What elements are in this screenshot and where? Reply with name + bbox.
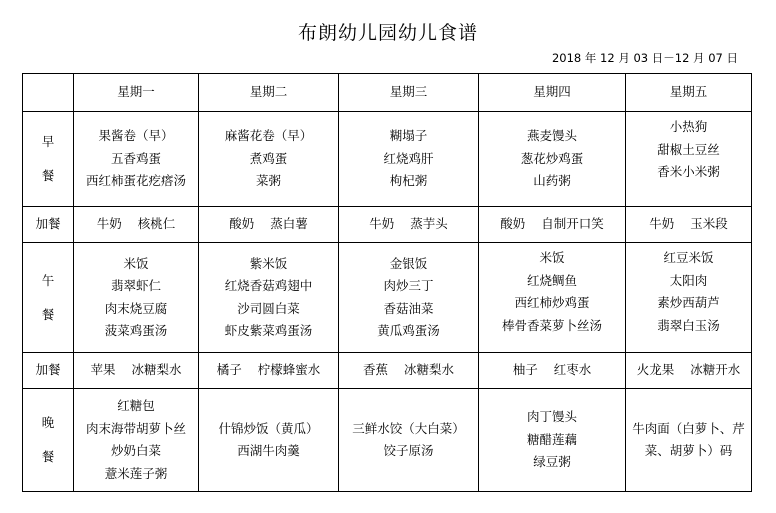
- dish: 三鲜水饺（大白菜）: [352, 420, 465, 436]
- menu-cell: [199, 353, 339, 389]
- menu-cell: [626, 207, 752, 243]
- dish: 葱花炒鸡蛋: [520, 150, 584, 166]
- dish: 火龙果: [636, 362, 675, 378]
- dish: 紫米饭: [249, 255, 288, 271]
- dish: 柚子: [512, 362, 538, 378]
- dish: 麻酱花卷（早）: [224, 128, 313, 144]
- menu-table: [22, 73, 752, 492]
- dish: 牛奶: [96, 216, 122, 232]
- dish: 棒骨香菜萝卜丝汤: [501, 317, 602, 333]
- dish: 酸奶: [500, 216, 526, 232]
- menu-cell: [626, 243, 752, 353]
- dish: 冰糖梨水: [404, 362, 455, 378]
- lunch-row: [23, 243, 752, 353]
- dish: 西红柿蛋花疙瘩汤: [85, 173, 186, 189]
- dish: 虾皮紫菜鸡蛋汤: [224, 323, 313, 338]
- menu-cell: [199, 207, 339, 243]
- menu-cell: [479, 112, 626, 207]
- dish: 肉末烧豆腐: [104, 300, 168, 316]
- menu-cell: [74, 243, 199, 353]
- dish: 香菇油菜: [383, 300, 434, 316]
- menu-cell: [199, 389, 339, 492]
- menu-cell: [199, 112, 339, 207]
- dish: 黄瓜鸡蛋汤: [377, 323, 440, 338]
- dish: 冰糖梨水: [131, 362, 182, 378]
- dish: 糊塌子: [389, 128, 428, 144]
- corner-cell: [23, 74, 74, 112]
- dish: 西红柿炒鸡蛋: [514, 295, 590, 310]
- dish: 蒸白薯: [270, 216, 308, 232]
- dish: 酸奶: [229, 216, 255, 232]
- dish: 肉炒三丁: [383, 278, 434, 293]
- dish: 红烧香菇鸡翅中: [224, 278, 313, 293]
- dish: 什锦炒饭（黄瓜）: [218, 420, 319, 436]
- day-header: 星期五: [626, 74, 752, 112]
- menu-cell: [339, 243, 479, 353]
- dinner-row: [23, 389, 752, 492]
- menu-cell: [479, 243, 626, 353]
- dish: 米饭: [123, 255, 149, 271]
- row-label-char: 餐: [41, 449, 55, 464]
- dish: 红枣水: [553, 362, 592, 378]
- dish: 菜粥: [255, 173, 281, 189]
- dish: 甜椒土豆丝: [657, 141, 720, 157]
- dish: 薏米莲子粥: [104, 465, 168, 481]
- row-label-char: 餐: [41, 168, 55, 183]
- dish: 燕麦馒头: [526, 128, 577, 144]
- menu-cell: [626, 112, 752, 207]
- dish: 玉米段: [690, 216, 728, 232]
- dish: 苹果: [90, 362, 116, 378]
- dish: 饺子原汤: [383, 443, 434, 458]
- row-label-char: 晚: [41, 415, 55, 430]
- dish: 糖醋莲藕: [526, 431, 577, 447]
- header-row: [23, 74, 752, 112]
- row-label-char: 午: [41, 272, 55, 288]
- dish: 菠菜鸡蛋汤: [104, 323, 168, 338]
- dish: 冰糖开水: [690, 362, 741, 378]
- dish: 肉丁馒头: [526, 409, 577, 425]
- dish: 牛奶: [369, 216, 395, 232]
- dish: 翡翠虾仁: [110, 278, 161, 293]
- row-label-snack: 加餐: [23, 207, 74, 243]
- menu-cell: [74, 207, 199, 243]
- menu-cell: [74, 112, 199, 207]
- menu-cell: [74, 389, 199, 492]
- row-label-dinner: [23, 389, 74, 492]
- dish: 柠檬蜂蜜水: [257, 362, 321, 378]
- dish: 核桃仁: [137, 216, 176, 232]
- dish: 红豆米饭: [663, 250, 714, 265]
- menu-cell: [199, 243, 339, 353]
- dish: 肉末海带胡萝卜丝: [85, 420, 186, 436]
- dish: 小热狗: [669, 119, 708, 134]
- dish: 枸杞粥: [389, 173, 428, 189]
- dish: 牛奶: [649, 216, 675, 232]
- dish: 香蕉: [362, 362, 388, 378]
- dish: 蒸芋头: [410, 216, 448, 232]
- row-label-snack: 加餐: [23, 353, 74, 389]
- dish: 橘子: [216, 362, 242, 378]
- menu-cell: [74, 353, 199, 389]
- menu-cell: [626, 353, 752, 389]
- menu-cell: [479, 207, 626, 243]
- breakfast-row: [23, 112, 752, 207]
- dish: 香米小米粥: [657, 164, 720, 179]
- day-header: 星期四: [479, 74, 626, 112]
- dish: 山药粥: [533, 173, 571, 189]
- menu-cell: [479, 389, 626, 492]
- dish: 翡翠白玉汤: [657, 317, 720, 333]
- dish: 西湖牛肉羹: [237, 443, 300, 458]
- dish: 金银饭: [389, 255, 428, 271]
- row-label-breakfast: [23, 112, 74, 207]
- menu-cell: [339, 207, 479, 243]
- day-header: 星期二: [199, 74, 339, 112]
- dish: 红糖包: [117, 398, 155, 413]
- dish: 牛肉面（白萝卜、芹菜、胡萝卜）码: [632, 421, 745, 458]
- date-range: 2018 年 12 月 03 日－12 月 07 日: [551, 51, 738, 65]
- menu-cell: [339, 112, 479, 207]
- dish: 沙司圆白菜: [237, 300, 300, 316]
- snack1-row: [23, 207, 752, 243]
- day-header: 星期一: [74, 74, 199, 112]
- dish: 素炒西葫芦: [657, 295, 720, 310]
- snack2-row: [23, 353, 752, 389]
- row-label-char: 餐: [41, 306, 55, 322]
- dish: 红烧鸡肝: [383, 150, 434, 166]
- dish: 炒奶白菜: [110, 443, 161, 458]
- dish: 米饭: [539, 250, 565, 265]
- menu-cell: [479, 353, 626, 389]
- dish: 五香鸡蛋: [110, 150, 161, 166]
- dish: 煮鸡蛋: [249, 150, 288, 166]
- dish: 自制开口笑: [541, 216, 604, 232]
- dish: 太阳肉: [669, 272, 708, 288]
- row-label-char: 早: [41, 134, 55, 149]
- menu-cell: [339, 389, 479, 492]
- dish: 绿豆粥: [533, 454, 571, 470]
- dish: 红烧鲷鱼: [526, 272, 577, 288]
- row-label-lunch: [23, 243, 74, 353]
- menu-cell: [339, 353, 479, 389]
- day-header: 星期三: [339, 74, 479, 112]
- dish: 果酱卷（早）: [98, 128, 174, 144]
- menu-cell: [626, 389, 752, 492]
- page-title: 布朗幼儿园幼儿食谱: [297, 22, 478, 44]
